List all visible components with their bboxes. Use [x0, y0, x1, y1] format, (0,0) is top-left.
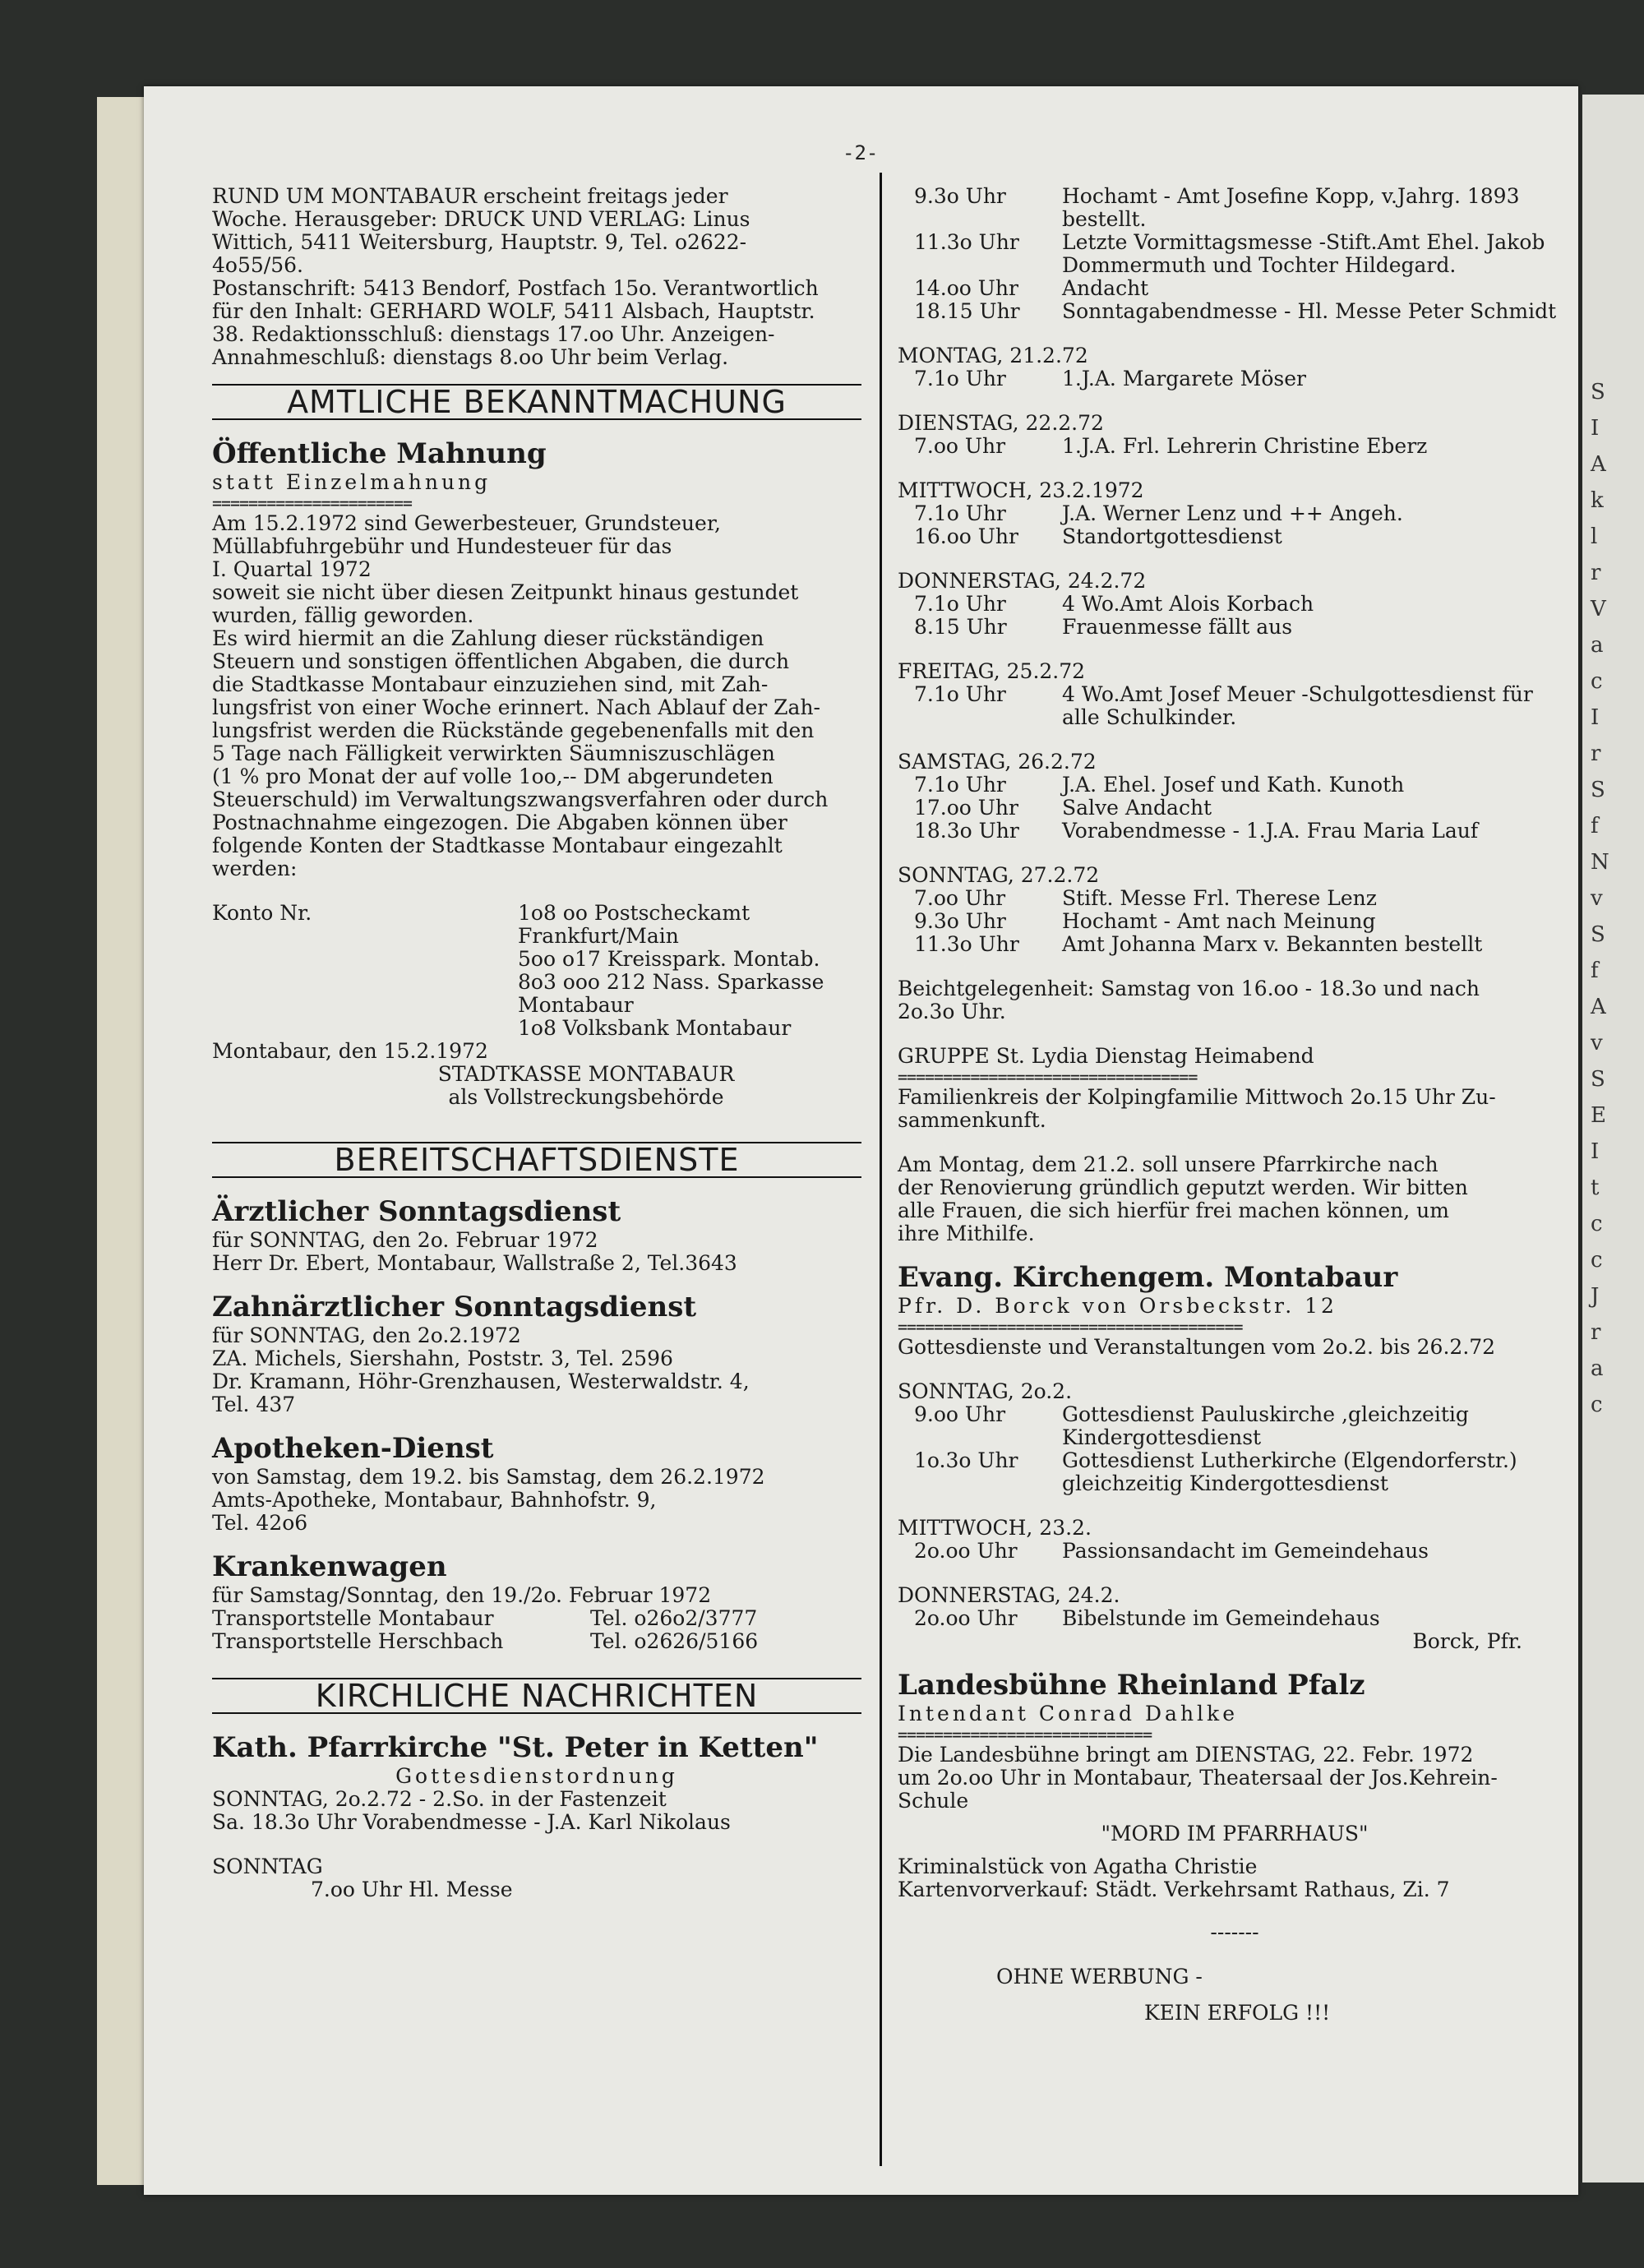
montag-note-line: alle Frauen, die sich hierfür frei machen können, um: [898, 1199, 1449, 1222]
schedule-desc: Hochamt - Amt Josefine Kopp, v.Jahrg. 1893 bestellt.: [1062, 184, 1520, 231]
buehne-rule: ============================: [898, 1725, 1152, 1744]
buehne-lines2: [898, 1855, 1572, 1901]
dienst-title: Ärztlicher Sonntagsdienst: [212, 1195, 621, 1228]
edge-letter: f: [1591, 958, 1599, 983]
kranken-title: Krankenwagen: [212, 1550, 447, 1583]
dienst-title: Apotheken-Dienst: [212, 1432, 494, 1465]
evang-title: Evang. Kirchengem. Montabaur: [898, 1261, 1398, 1294]
schedule-time: 7.1o Uhr: [914, 367, 1006, 390]
schedule-desc: Passionsandacht im Gemeindehaus: [1062, 1539, 1429, 1563]
edge-letter: V: [1591, 597, 1606, 621]
dienst-line: ZA. Michels, Siershahn, Poststr. 3, Tel. 2596: [212, 1346, 673, 1370]
day-schedule: [898, 774, 1572, 843]
kranken-row: [212, 1630, 861, 1653]
masthead: [212, 185, 861, 369]
schedule-time: 14.oo Uhr: [914, 276, 1018, 300]
day-heading: SONNTAG, 27.2.72: [898, 863, 1100, 887]
mahnung-line: soweit sie nicht über diesen Zeitpunkt hinaus gestundet: [212, 580, 799, 604]
kath-sonntag: SONNTAG: [212, 1855, 323, 1878]
signature-line: STADTKASSE MONTABAUR: [437, 1062, 735, 1086]
edge-letter: I: [1591, 416, 1600, 441]
masthead-line: RUND UM MONTABAUR erscheint freitags jeder: [212, 184, 728, 208]
mahnung-rule: ======================: [212, 493, 412, 513]
schedule-desc: J.A. Werner Lenz und ++ Angeh.: [1062, 501, 1403, 525]
evang-days: [898, 1380, 1572, 1630]
beichte-line: Beichtgelegenheit: Samstag von 16.oo - 18.3o und nach: [898, 977, 1480, 1000]
evang-day-schedule: [898, 1403, 1572, 1495]
mahnung-line: 5 Tage nach Fälligkeit verwirkten Säumniszuschlägen: [212, 741, 775, 765]
edge-letter: r: [1591, 1320, 1601, 1345]
mahnung-line: die Stadtkasse Montabaur einzuziehen sind, mit Zah-: [212, 672, 769, 696]
schedule-time: 11.3o Uhr: [914, 932, 1019, 956]
day-heading: SAMSTAG, 26.2.72: [898, 750, 1097, 774]
mahnung-line: lungsfrist von einer Woche erinnert. Nach Ablauf der Zah-: [212, 695, 820, 719]
kranken-tel: Tel. o26o2/3777: [590, 1606, 758, 1630]
signature-line: als Vollstreckungsbehörde: [448, 1085, 724, 1109]
schedule-desc: 4 Wo.Amt Alois Korbach: [1062, 592, 1314, 616]
edge-letter: r: [1591, 741, 1601, 766]
edge-letter: S: [1591, 1067, 1605, 1092]
schedule-desc: 4 Wo.Amt Josef Meuer -Schulgottesdienst für alle Schulkinder.: [1062, 682, 1533, 729]
konto-entry: Montabaur: [518, 993, 634, 1017]
kranken-line: für Samstag/Sonntag, den 19./2o. Februar 1972: [212, 1583, 712, 1607]
schedule-desc: Bibelstunde im Gemeindehaus: [1062, 1606, 1380, 1630]
mahnung-line: lungsfrist werden die Rückstände gegebenenfalls mit den: [212, 718, 815, 742]
day-heading: FREITAG, 25.2.72: [898, 659, 1086, 683]
konto-list: [212, 902, 861, 1040]
kath-subtitle: Gottesdienstordnung: [395, 1764, 678, 1788]
schedule-time: 16.oo Uhr: [914, 524, 1018, 548]
mahnung-body: [212, 512, 861, 880]
edge-letter: A: [1591, 452, 1606, 477]
konto-entry: 5oo o17 Kreisspark. Montab.: [518, 947, 820, 971]
schedule-time: 9.3o Uhr: [914, 184, 1006, 208]
mahnung-line: Es wird hiermit an die Zahlung dieser rückständigen: [212, 626, 764, 650]
kranken-row: [212, 1607, 861, 1630]
edge-letter: k: [1591, 488, 1604, 513]
schedule-desc: 1.J.A. Margarete Möser: [1062, 367, 1306, 390]
schedule-desc: J.A. Ehel. Josef und Kath. Kunoth: [1062, 773, 1405, 797]
edge-letter: v: [1591, 886, 1603, 911]
mahnung-line: Steuern und sonstigen öffentlichen Abgaben, die durch: [212, 649, 790, 673]
kranken-tel: Tel. o2626/5166: [590, 1629, 759, 1653]
kath-lines: [212, 1788, 861, 1834]
dienst-line: Tel. 42o6: [212, 1511, 308, 1535]
montag-note-line: ihre Mithilfe.: [898, 1222, 1035, 1245]
edge-letter: c: [1591, 1212, 1603, 1236]
masthead-line: Postanschrift: 5413 Bendorf, Postfach 15o. Verantwortlich: [212, 276, 819, 300]
bereitschaft-blocks: [212, 1194, 861, 1535]
masthead-line: Woche. Herausgeber: DRUCK UND VERLAG: Linus: [212, 207, 750, 231]
column-divider: [880, 173, 882, 2166]
masthead-line: Annahmeschluß: dienstags 8.oo Uhr beim Verlag.: [212, 345, 729, 369]
gruppe-rule: =================================: [898, 1067, 1198, 1087]
kath-sonntag-line: 7.oo Uhr Hl. Messe: [311, 1878, 513, 1901]
schedule-time: 2o.oo Uhr: [914, 1539, 1018, 1563]
beichte-line: 2o.3o Uhr.: [898, 1000, 1006, 1023]
dienst-line: für SONNTAG, den 2o.2.1972: [212, 1323, 521, 1347]
section-heading-bereitschaft: BEREITSCHAFTSDIENSTE: [212, 1142, 861, 1178]
masthead-line: 38. Redaktionsschluß: dienstags 17.oo Uhr. Anzeigen-: [212, 322, 775, 346]
schedule-time: 7.oo Uhr: [914, 886, 1006, 910]
schedule-desc: Hochamt - Amt nach Meinung: [1062, 909, 1376, 933]
montag-note-line: der Renovierung gründlich geputzt werden. Wir bitten: [898, 1176, 1468, 1199]
mahnung-line: Steuerschuld) im Verwaltungszwangsverfahren oder durch: [212, 788, 829, 811]
edge-letter: S: [1591, 778, 1605, 802]
day-schedule: [898, 502, 1572, 548]
schedule-desc: Stift. Messe Frl. Therese Lenz: [1062, 886, 1377, 910]
mahnung-line: Postnachnahme eingezogen. Die Abgaben können über: [212, 811, 787, 834]
mahnung-title: Öffentliche Mahnung: [212, 437, 547, 470]
dienst-line: für SONNTAG, den 2o. Februar 1972: [212, 1228, 598, 1252]
schedule-desc: Gottesdienst Lutherkirche (Elgendorferstr.) gleichzeitig Kindergottesdienst: [1062, 1448, 1517, 1495]
kranken-name: Transportstelle Herschbach: [212, 1629, 504, 1653]
kath-title: Kath. Pfarrkirche "St. Peter in Ketten": [212, 1731, 819, 1764]
kath-line: SONNTAG, 2o.2.72 - 2.So. in der Fastenzeit: [212, 1787, 667, 1811]
schedule-desc: Vorabendmesse - 1.J.A. Frau Maria Lauf: [1062, 819, 1479, 843]
buehne-line: Schule: [898, 1789, 969, 1813]
slogan-line-2: KEIN ERFOLG !!!: [1144, 2001, 1331, 2025]
day-schedule: [898, 683, 1572, 729]
mahnung-line: Am 15.2.1972 sind Gewerbesteuer, Grundsteuer,: [212, 511, 721, 535]
edge-letter: S: [1591, 922, 1605, 947]
schedule-time: 1o.3o Uhr: [914, 1448, 1018, 1472]
schedule-desc: Andacht: [1062, 276, 1149, 300]
edge-letter: c: [1591, 669, 1603, 694]
edge-letter: J: [1591, 1284, 1600, 1309]
montag-note-line: Am Montag, dem 21.2. soll unsere Pfarrkirche nach: [898, 1152, 1438, 1176]
section-heading-amtlich: AMTLICHE BEKANNTMACHUNG: [212, 384, 861, 420]
schedule-time: 7.1o Uhr: [914, 501, 1006, 525]
edge-letter: r: [1591, 561, 1601, 585]
schedule-desc: Letzte Vormittagsmesse -Stift.Amt Ehel. Jakob Dommermuth und Tochter Hildegard.: [1062, 230, 1545, 277]
page-number: -2-: [843, 141, 879, 164]
edge-letter: a: [1591, 633, 1604, 658]
familien-line: sammenkunft.: [898, 1108, 1046, 1132]
konto-label: Konto Nr.: [212, 901, 312, 925]
masthead-line: Wittich, 5411 Weitersburg, Hauptstr. 9, Tel. o2622-: [212, 230, 747, 254]
buehne-line: Kriminalstück von Agatha Christie: [898, 1855, 1258, 1878]
mahnung-line: wurden, fällig geworden.: [212, 603, 474, 627]
edge-letter: S: [1591, 380, 1605, 404]
konto-entry: 1o8 Volksbank Montabaur: [518, 1016, 792, 1040]
evang-day-heading: MITTWOCH, 23.2.: [898, 1516, 1092, 1540]
book-right-page-edge: [1582, 95, 1644, 2183]
mahnung-signature: [212, 1063, 861, 1109]
buehne-title: Landesbühne Rheinland Pfalz: [898, 1669, 1365, 1702]
schedule-desc: Salve Andacht: [1062, 796, 1212, 820]
evang-sign: Borck, Pfr.: [1412, 1629, 1522, 1653]
schedule-time: 18.15 Uhr: [914, 299, 1020, 323]
mahnung-subtitle: statt Einzelmahnung: [212, 470, 492, 494]
dienst-line: Tel. 437: [212, 1393, 296, 1416]
evang-day-heading: SONNTAG, 2o.2.: [898, 1379, 1073, 1403]
beichte: [898, 977, 1572, 1023]
evang-intro: Gottesdienste und Veranstaltungen vom 2o.2. bis 26.2.72: [898, 1335, 1496, 1359]
evang-day-schedule: [898, 1607, 1572, 1630]
edge-letter: I: [1591, 705, 1600, 730]
konto-entry: 8o3 ooo 212 Nass. Sparkasse: [518, 970, 824, 994]
mahnung-line: (1 % pro Monat der auf volle 1oo,-- DM abgerundeten: [212, 764, 774, 788]
dienst-title: Zahnärztlicher Sonntagsdienst: [212, 1291, 697, 1323]
schedule-desc: Frauenmesse fällt aus: [1062, 615, 1293, 639]
kath-days: [898, 344, 1572, 956]
day-schedule: [898, 593, 1572, 639]
buehne-line: Kartenvorverkauf: Städt. Verkehrsamt Rathaus, Zi. 7: [898, 1878, 1450, 1901]
schedule-time: 7.oo Uhr: [914, 434, 1006, 458]
right-column: [898, 185, 1572, 2025]
day-schedule: [898, 887, 1572, 956]
schedule-desc: 1.J.A. Frl. Lehrerin Christine Eberz: [1062, 434, 1428, 458]
familien-line: Familienkreis der Kolpingfamilie Mittwoch 2o.15 Uhr Zu-: [898, 1085, 1496, 1109]
familienkreis: [898, 1086, 1572, 1132]
dienst-line: Herr Dr. Ebert, Montabaur, Wallstraße 2, Tel.3643: [212, 1251, 737, 1275]
evang-day-heading: DONNERSTAG, 24.2.: [898, 1583, 1120, 1607]
gruppe: GRUPPE St. Lydia Dienstag Heimabend: [898, 1044, 1314, 1068]
edge-letter: c: [1591, 1393, 1603, 1417]
dienst-line: Dr. Kramann, Höhr-Grenzhausen, Westerwaldstr. 4,: [212, 1370, 750, 1393]
mahnung-line: Müllabfuhrgebühr und Hundesteuer für das: [212, 534, 672, 558]
kranken-rows: [212, 1607, 861, 1653]
konto-entry: 1o8 oo Postscheckamt: [518, 901, 750, 925]
edge-letter: a: [1591, 1356, 1604, 1381]
schedule-desc: Amt Johanna Marx v. Bekannten bestellt: [1062, 932, 1483, 956]
schedule-time: 8.15 Uhr: [914, 615, 1007, 639]
masthead-line: 4o55/56.: [212, 253, 303, 277]
evang-day-schedule: [898, 1540, 1572, 1563]
section-heading-kirchlich: KIRCHLICHE NACHRICHTEN: [212, 1678, 861, 1714]
schedule-time: 9.oo Uhr: [914, 1402, 1006, 1426]
buehne-lines: [898, 1744, 1572, 1813]
schedule-time: 11.3o Uhr: [914, 230, 1019, 254]
buehne-dash: -------: [1210, 1920, 1259, 1944]
dienst-line: Amts-Apotheke, Montabaur, Bahnhofstr. 9,: [212, 1488, 657, 1512]
kath-line: Sa. 18.3o Uhr Vorabendmesse - J.A. Karl Nikolaus: [212, 1810, 731, 1834]
mahnung-line: folgende Konten der Stadtkasse Montabaur eingezahlt: [212, 834, 783, 857]
schedule-time: 17.oo Uhr: [914, 796, 1018, 820]
edge-letter: f: [1591, 814, 1599, 838]
konto-entries: [518, 902, 861, 1040]
buehne-subtitle: Intendant Conrad Dahlke: [898, 1702, 1238, 1725]
mahnung-line: werden:: [212, 857, 298, 880]
day-heading: MONTAG, 21.2.72: [898, 344, 1088, 367]
edge-letter: l: [1591, 524, 1598, 549]
slogan-line-1: OHNE WERBUNG -: [996, 1965, 1203, 1989]
schedule-time: 7.1o Uhr: [914, 773, 1006, 797]
evang-rule: ======================================: [898, 1317, 1243, 1337]
day-schedule: [898, 367, 1572, 390]
schedule-time: 18.3o Uhr: [914, 819, 1019, 843]
schedule-time: 7.1o Uhr: [914, 592, 1006, 616]
masthead-line: für den Inhalt: GERHARD WOLF, 5411 Alsbach, Hauptstr.: [212, 299, 815, 323]
schedule-time: 2o.oo Uhr: [914, 1606, 1018, 1630]
edge-letter: v: [1591, 1031, 1603, 1055]
mahnung-date: Montabaur, den 15.2.1972: [212, 1039, 488, 1063]
buehne-line: Die Landesbühne bringt am DIENSTAG, 22. Febr. 1972: [898, 1743, 1474, 1767]
day-schedule: [898, 435, 1572, 458]
kranken-name: Transportstelle Montabaur: [212, 1606, 494, 1630]
day-heading: DONNERSTAG, 24.2.72: [898, 569, 1147, 593]
schedule-time: 7.1o Uhr: [914, 682, 1006, 706]
kath-continued: [898, 185, 1572, 323]
day-heading: MITTWOCH, 23.2.1972: [898, 478, 1144, 502]
schedule-desc: Sonntagabendmesse - Hl. Messe Peter Schmidt: [1062, 299, 1557, 323]
edge-letter: N: [1591, 850, 1609, 875]
evang-subtitle: Pfr. D. Borck von Orsbeckstr. 12: [898, 1294, 1337, 1318]
schedule-time: 9.3o Uhr: [914, 909, 1006, 933]
dienst-line: von Samstag, dem 19.2. bis Samstag, dem 26.2.1972: [212, 1465, 765, 1489]
edge-letter: A: [1591, 995, 1606, 1019]
mahnung-line: I. Quartal 1972: [212, 557, 372, 581]
schedule-desc: Standortgottesdienst: [1062, 524, 1282, 548]
konto-entry: Frankfurt/Main: [518, 924, 679, 948]
day-heading: DIENSTAG, 22.2.72: [898, 411, 1104, 435]
left-column: [212, 185, 861, 1901]
schedule-desc: Gottesdienst Pauluskirche ,gleichzeitig Kindergottesdienst: [1062, 1402, 1469, 1449]
buehne-play: "MORD IM PFARRHAUS": [1101, 1822, 1369, 1845]
edge-letter: E: [1591, 1103, 1606, 1128]
edge-letter: c: [1591, 1248, 1603, 1273]
montag-note: [898, 1153, 1572, 1245]
edge-letter: I: [1591, 1139, 1600, 1164]
buehne-line: um 2o.oo Uhr in Montabaur, Theatersaal der Jos.Kehrein-: [898, 1766, 1498, 1790]
edge-letter: t: [1591, 1176, 1600, 1200]
